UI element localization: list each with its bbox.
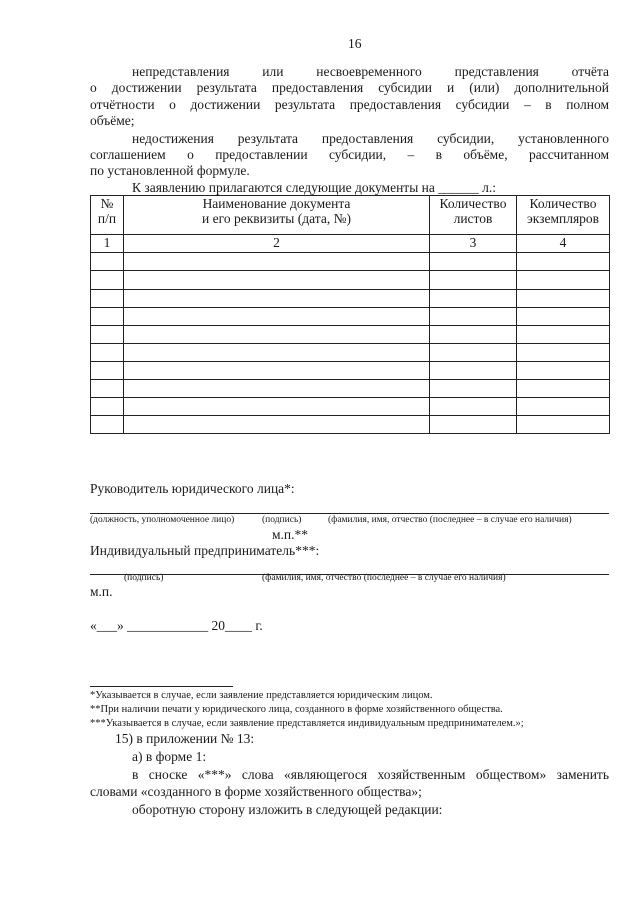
- footnote: *Указывается в случае, если заявление представляется юридическим лицом.: [90, 690, 433, 701]
- table-row: [91, 397, 610, 415]
- page-number: 16: [348, 36, 362, 51]
- table-cell: [430, 289, 517, 307]
- number-cell: 4: [517, 235, 610, 253]
- documents-table: [90, 195, 610, 434]
- amendment-item-15: 15) в приложении № 13:: [115, 731, 255, 746]
- table-cell: [91, 307, 124, 325]
- table-row: [91, 379, 610, 397]
- caption-signature: (подпись): [262, 515, 302, 525]
- table-cell: [430, 379, 517, 397]
- table-row: [91, 325, 610, 343]
- table-cell: [517, 379, 610, 397]
- header-cell-name: Наименование документа и его реквизиты (дата, №): [124, 196, 430, 235]
- table-row: [91, 343, 610, 361]
- table-row: [91, 361, 610, 379]
- word: непредставления: [132, 64, 230, 79]
- table-row: [91, 271, 610, 289]
- header-cell-number: № п/п: [91, 196, 124, 235]
- table-cell: [430, 307, 517, 325]
- word: отчёта: [571, 64, 609, 79]
- table-cell: [91, 379, 124, 397]
- table-cell: [124, 343, 430, 361]
- table-cell: [124, 397, 430, 415]
- table-cell: [430, 415, 517, 433]
- table-cell: [91, 253, 124, 271]
- attachments-line: К заявлению прилагаются следующие документы на ______ л.:: [132, 180, 496, 195]
- table-cell: [430, 397, 517, 415]
- table-cell: [517, 361, 610, 379]
- number-cell: 2: [124, 235, 430, 253]
- header-cell-copies: Количество экземпляров: [517, 196, 610, 235]
- table-cell: [517, 343, 610, 361]
- table-cell: [124, 289, 430, 307]
- amendment-line: в сноске «***» слова «являющегося хозяйственным обществом» заменить: [132, 767, 609, 782]
- word: несвоевременного: [316, 64, 422, 79]
- footnote: **При наличии печати у юридического лица, созданного в форме хозяйственного общества.: [90, 704, 503, 715]
- table-row: [91, 289, 610, 307]
- amendment-line: словами «созданного в форме хозяйственного общества»;: [90, 784, 422, 799]
- table-cell: [430, 361, 517, 379]
- paragraph-1-line-1: [132, 64, 609, 80]
- table-cell: [517, 253, 610, 271]
- table-cell: [91, 325, 124, 343]
- table-cell: [91, 397, 124, 415]
- caption-fio: (фамилия, имя, отчество (последнее – в случае его наличия): [262, 573, 506, 583]
- table-cell: [430, 253, 517, 271]
- paragraph-2-line-3: по установленной формуле.: [90, 163, 250, 178]
- footnote: ***Указывается в случае, если заявление представляется индивидуальным предпринимателем.»;: [90, 718, 524, 729]
- table-row: [91, 307, 610, 325]
- table-cell: [91, 343, 124, 361]
- table-header-row: [91, 196, 610, 235]
- table-cell: [124, 253, 430, 271]
- table-cell: [124, 307, 430, 325]
- signature-line: [90, 513, 609, 514]
- table-cell: [517, 289, 610, 307]
- amendment-line: оборотную сторону изложить в следующей редакции:: [132, 802, 443, 817]
- table-cell: [430, 271, 517, 289]
- table-cell: [517, 415, 610, 433]
- header-cell-sheets: Количество листов: [430, 196, 517, 235]
- stamp-place: м.п.: [90, 584, 113, 599]
- table-cell: [430, 325, 517, 343]
- table-cell: [430, 343, 517, 361]
- table-cell: [91, 415, 124, 433]
- table-cell: [124, 361, 430, 379]
- table-cell: [517, 307, 610, 325]
- footnote-separator: [90, 686, 233, 687]
- date-line: «___» ____________ 20____ г.: [90, 618, 263, 633]
- table-row: [91, 415, 610, 433]
- table-cell: [124, 325, 430, 343]
- word: или: [262, 64, 284, 79]
- entrepreneur-label: Индивидуальный предприниматель***:: [90, 543, 320, 558]
- table-cell: [124, 415, 430, 433]
- caption-position: (должность, уполномоченное лицо): [90, 515, 235, 525]
- caption-signature: (подпись): [124, 573, 164, 583]
- table-cell: [91, 289, 124, 307]
- head-label: Руководитель юридического лица*:: [90, 481, 295, 496]
- table-cell: [517, 325, 610, 343]
- word: представления: [454, 64, 539, 79]
- table-cell: [91, 361, 124, 379]
- table-cell: [517, 271, 610, 289]
- table-number-row: [91, 235, 610, 253]
- table-cell: [124, 379, 430, 397]
- table-row: [91, 253, 610, 271]
- stamp-place: м.п.**: [272, 527, 309, 542]
- number-cell: 1: [91, 235, 124, 253]
- table-cell: [91, 271, 124, 289]
- paragraph-2-line-2: соглашением о предоставлении субсидии, – в объёме, рассчитанном: [90, 147, 609, 162]
- paragraph-1-line-3: отчётности о достижении результата предоставления субсидии – в полном: [90, 97, 609, 112]
- paragraph-2-line-1: недостижения результата предоставления субсидии, установленного: [132, 131, 609, 146]
- amendment-item-a: а) в форме 1:: [132, 749, 207, 764]
- table-cell: [124, 271, 430, 289]
- table-cell: [517, 397, 610, 415]
- paragraph-1-line-2: о достижении результата предоставления субсидии и (или) дополнительной: [90, 80, 609, 95]
- paragraph-1-line-4: объёме;: [90, 113, 135, 128]
- caption-fio: (фамилия, имя, отчество (последнее – в случае его наличия): [328, 515, 572, 525]
- number-cell: 3: [430, 235, 517, 253]
